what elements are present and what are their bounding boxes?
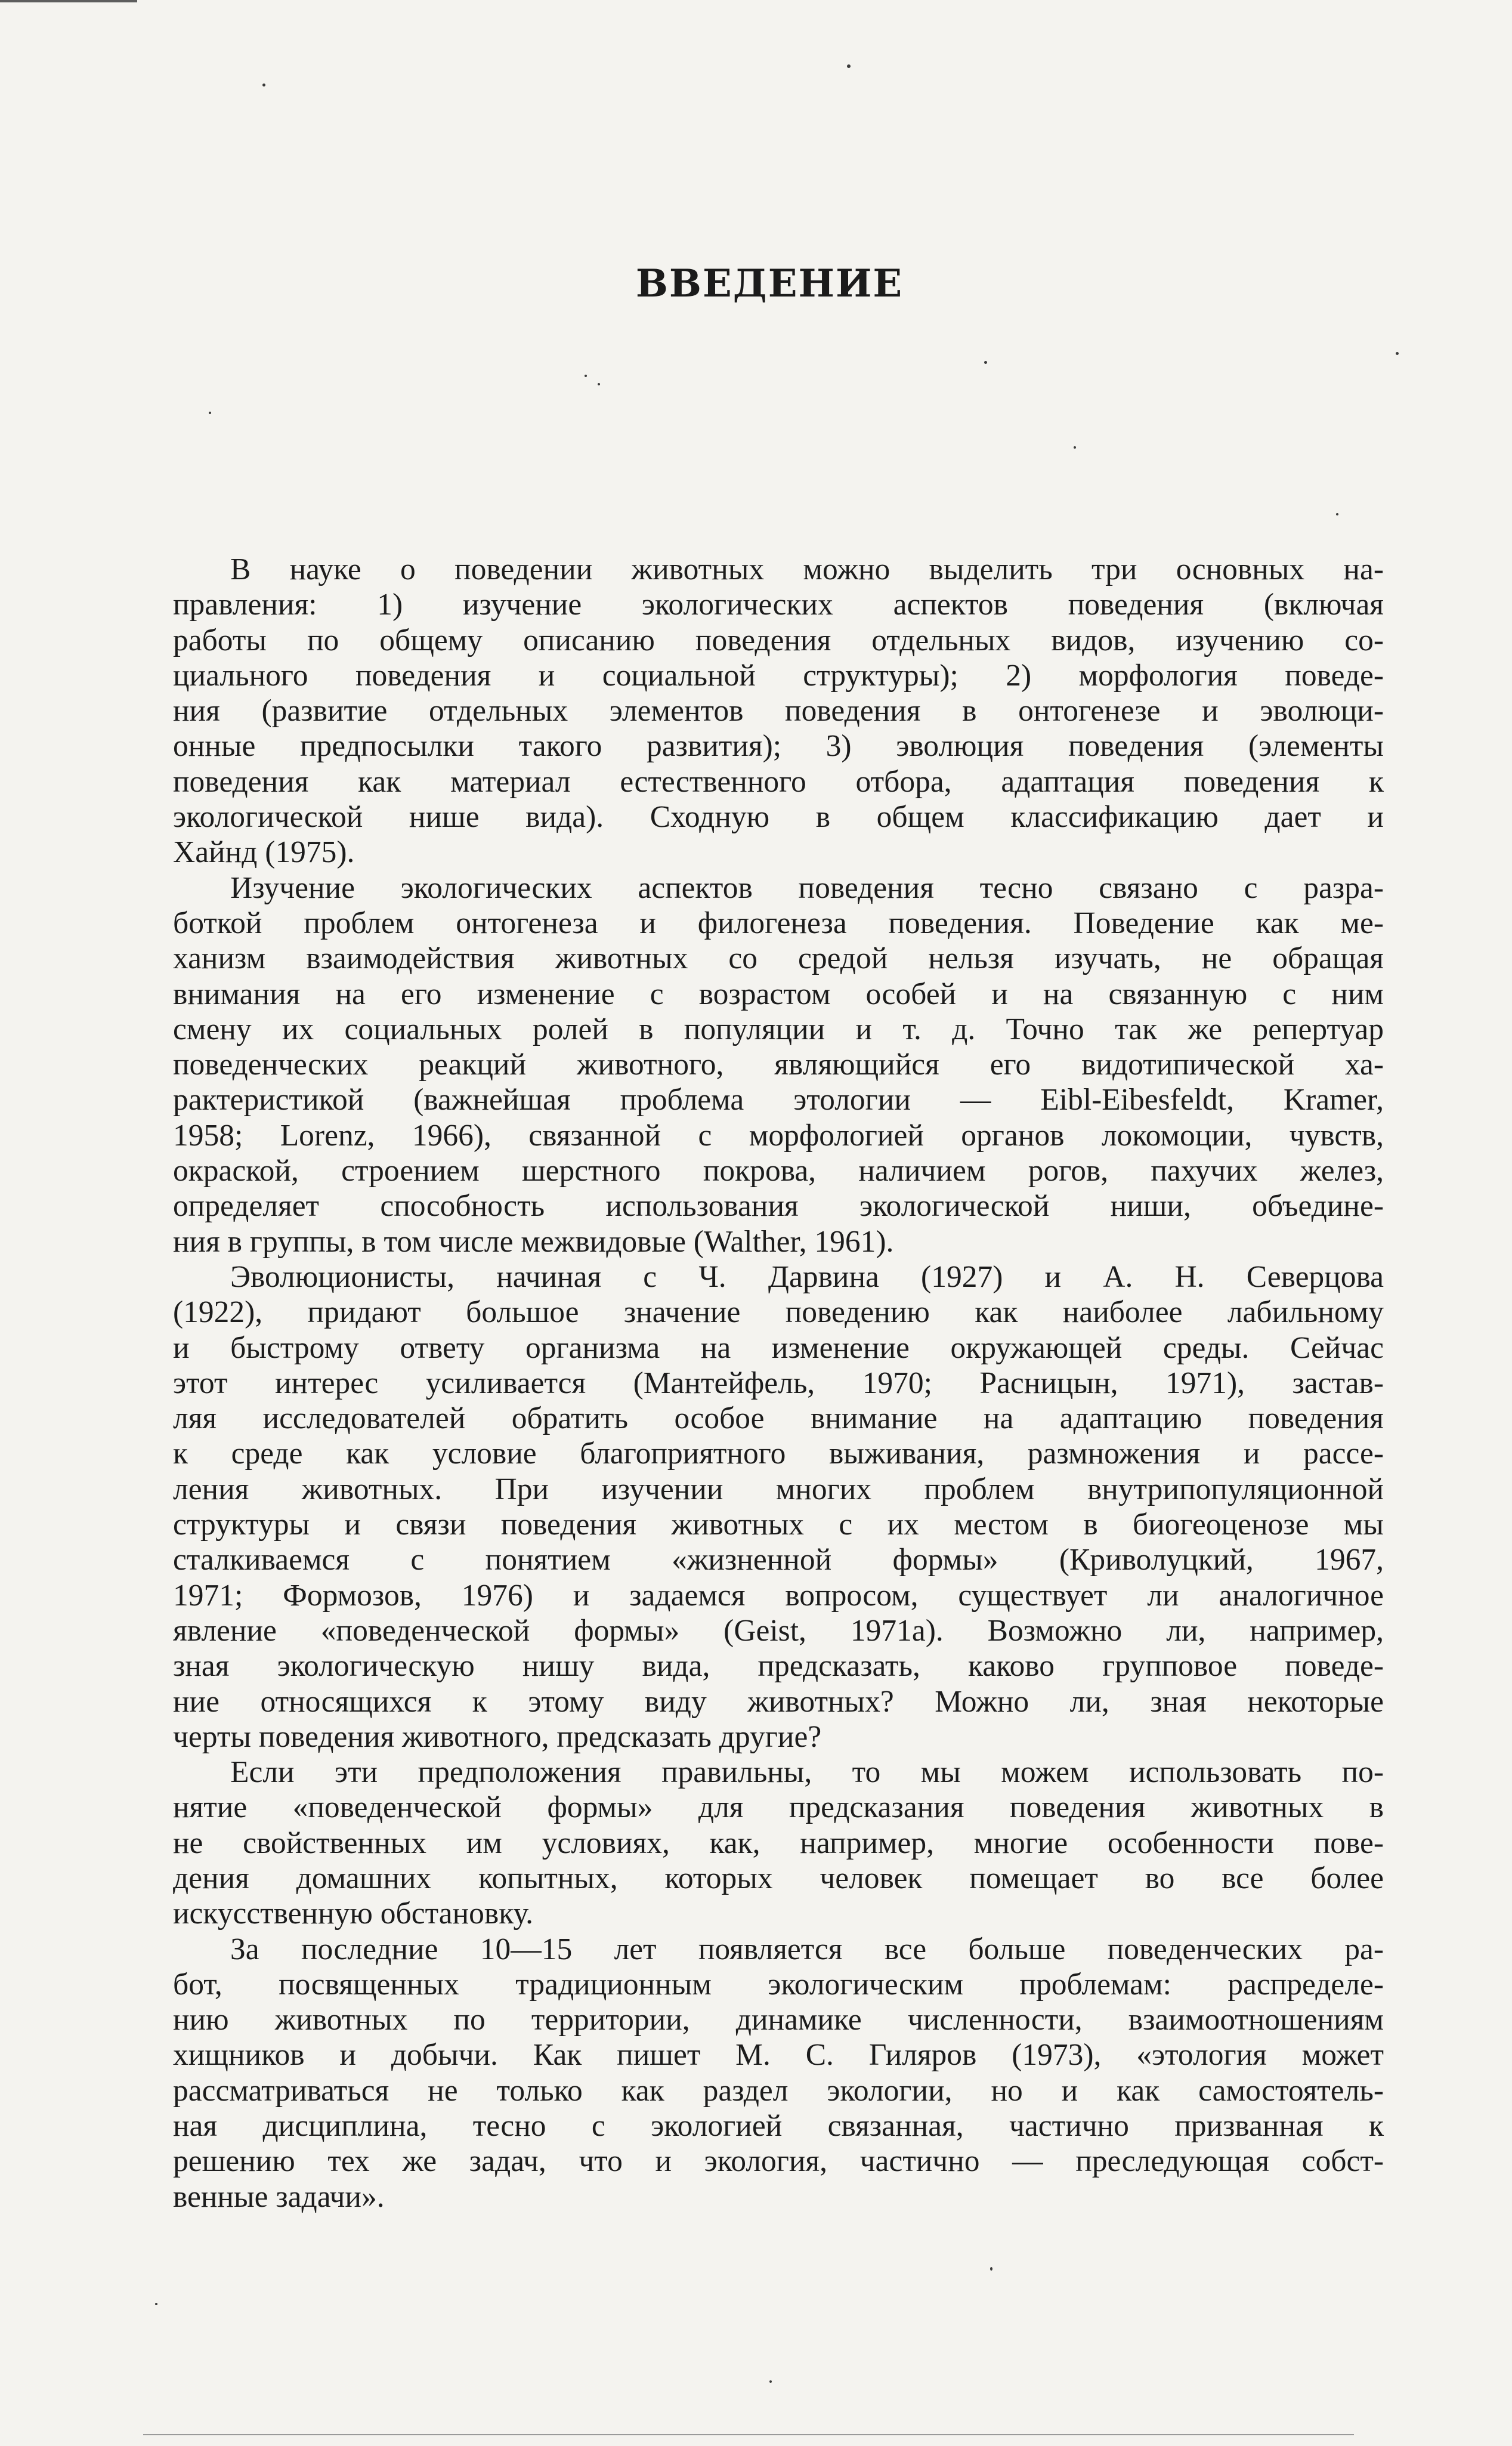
text-line: хищников и добычи. Как пишет М. С. Гиляров (1973), «этология может (173, 2038, 1384, 2073)
text-line: экологической нише вида). Сходную в общем классификацию дает и (173, 800, 1384, 835)
text-line: венные задачи». (173, 2179, 385, 2214)
scan-speck (585, 375, 587, 377)
text-line: окраской, строением шерстного покрова, наличием рогов, пахучих желез, (173, 1154, 1384, 1188)
text-line: 1958; Lorenz, 1966), связанной с морфологией органов локомоции, чувств, (173, 1118, 1384, 1153)
body-text (173, 552, 1384, 2215)
text-line: работы по общему описанию поведения отдельных видов, изучению со- (173, 623, 1384, 657)
paragraph-1 (173, 552, 1384, 870)
text-line: поведенческих реакций животного, являющийся его видотипической ха- (173, 1048, 1384, 1082)
text-line: ная дисциплина, тесно с экологией связанная, частично призванная к (173, 2109, 1384, 2144)
paragraph-5 (173, 1932, 1384, 2215)
scan-speck (598, 383, 600, 385)
text-line: дения домашних копытных, которых человек помещает во все более (173, 1861, 1384, 1895)
text-line: структуры и связи поведения животных с их местом в биогеоценозе мы (173, 1508, 1384, 1542)
scan-speck (262, 84, 265, 87)
text-line: не свойственных им условиях, как, например, многие особенности пове- (173, 1826, 1384, 1860)
text-line: Изучение экологических аспектов поведения тесно связано с разра- (230, 870, 1384, 905)
text-line: Эволюционисты, начиная с Ч. Дарвина (1927) и А. Н. Северцова (230, 1259, 1384, 1294)
scan-speck (1074, 446, 1076, 449)
scan-speck (1396, 352, 1399, 355)
text-line: смену их социальных ролей в популяции и т. д. Точно так же репертуар (173, 1012, 1384, 1046)
paragraph-4 (173, 1755, 1384, 1931)
text-line: ханизм взаимодействия животных со средой нельзя изучать, не обращая (173, 941, 1384, 976)
scan-speck (209, 412, 211, 414)
text-line: (1922), придают большое значение поведению как наиболее лабильному (173, 1295, 1384, 1330)
page-title: ВВЕДЕНИЕ (635, 261, 904, 306)
text-line: боткой проблем онтогенеза и филогенеза поведения. Поведение как ме- (173, 906, 1384, 940)
text-line: решению тех же задач, что и экология, частично — преследующая собст- (173, 2144, 1384, 2179)
text-line: искусственную обстановку. (173, 1897, 533, 1931)
text-line: и быстрому ответу организма на изменение окружающей среды. Сейчас (173, 1330, 1384, 1365)
text-line: Хайнд (1975). (173, 835, 355, 870)
text-line: правления: 1) изучение экологических аспектов поведения (включая (173, 588, 1384, 622)
scan-speck (990, 2267, 992, 2271)
scan-edge-mark (0, 0, 137, 2)
text-line: нятие «поведенческой формы» для предсказания поведения животных в (173, 1790, 1384, 1825)
scan-speck (155, 2303, 157, 2305)
text-line: зная экологическую нишу вида, предсказать, каково групповое поведе- (173, 1649, 1384, 1684)
text-line: В науке о поведении животных можно выделить три основных на- (230, 552, 1384, 586)
text-line: определяет способность использования экологической ниши, объедине- (173, 1189, 1384, 1224)
text-line: ляя исследователей обратить особое внимание на адаптацию поведения (173, 1401, 1384, 1436)
text-line: онные предпосылки такого развития); 3) эволюция поведения (элементы (173, 729, 1384, 764)
text-line: ния (развитие отдельных элементов поведения в онтогенезе и эволюци- (173, 694, 1384, 728)
text-line: к среде как условие благоприятного выживания, размножения и рассе- (173, 1437, 1384, 1471)
text-line: черты поведения животного, предсказать другие? (173, 1719, 822, 1754)
paragraph-2 (173, 870, 1384, 1259)
text-line: сталкиваемся с понятием «жизненной формы» (Криволуцкий, 1967, (173, 1543, 1384, 1577)
text-line: нию животных по территории, динамике численности, взаимоотношениям (173, 2003, 1384, 2037)
text-line: ления животных. При изучении многих проблем внутрипопуляционной (173, 1472, 1384, 1506)
scan-speck (769, 2380, 772, 2383)
scan-speck (984, 361, 987, 364)
scan-speck (847, 64, 851, 68)
scan-bottom-edge (143, 2434, 1354, 2435)
text-line: ние относящихся к этому виду животных? Можно ли, зная некоторые (173, 1684, 1384, 1719)
text-line: рактеристикой (важнейшая проблема этологии — Eibl-Eibesfeldt, Kramer, (173, 1083, 1384, 1117)
text-line: циального поведения и социальной структуры); 2) морфология поведе- (173, 658, 1384, 693)
scan-speck (1336, 513, 1338, 515)
text-line: ния в группы, в том числе межвидовые (Walther, 1961). (173, 1224, 894, 1259)
text-line: внимания на его изменение с возрастом особей и на связанную с ним (173, 977, 1384, 1011)
text-line: Если эти предположения правильны, то мы можем использовать по- (230, 1755, 1384, 1790)
text-line: этот интерес усиливается (Мантейфель, 1970; Расницын, 1971), застав- (173, 1366, 1384, 1400)
text-line: бот, посвященных традиционным экологическим проблемам: распределе- (173, 1967, 1384, 2002)
text-line: 1971; Формозов, 1976) и задаемся вопросом, существует ли аналогичное (173, 1578, 1384, 1613)
text-line: рассматриваться не только как раздел экологии, но и как самостоятель- (173, 2073, 1384, 2108)
text-line: За последние 10—15 лет появляется все больше поведенческих ра- (230, 1932, 1384, 1966)
text-line: поведения как материал естественного отбора, адаптация поведения к (173, 764, 1384, 799)
text-line: явление «поведенческой формы» (Geist, 1971а). Возможно ли, например, (173, 1613, 1384, 1648)
paragraph-3 (173, 1259, 1384, 1755)
